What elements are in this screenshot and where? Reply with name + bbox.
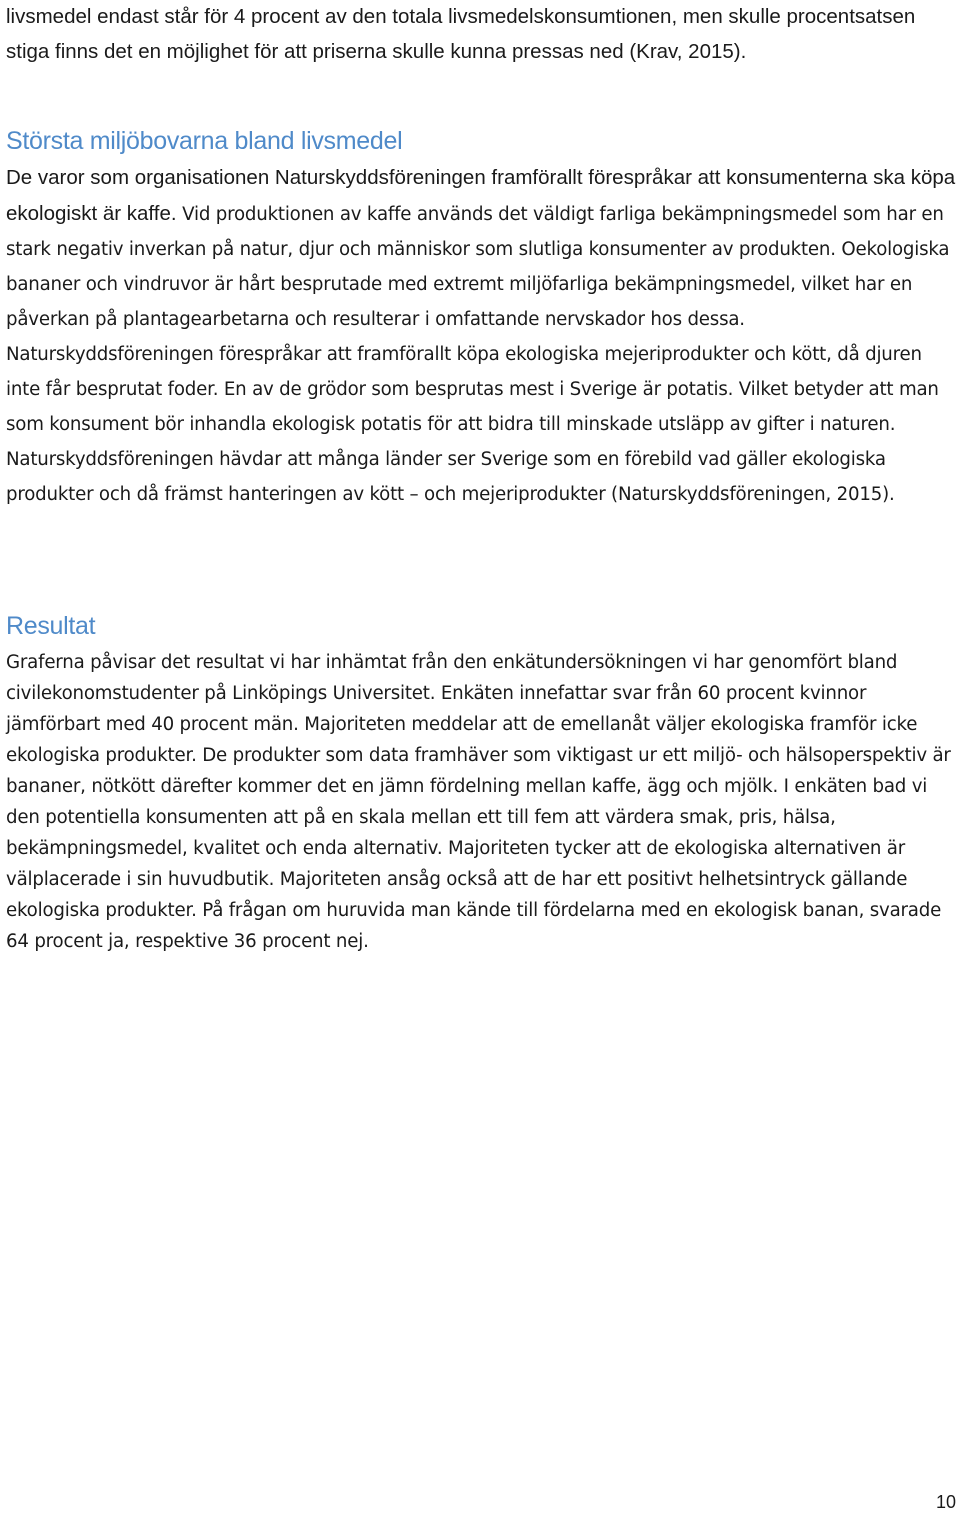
paragraph-body: Vid produktionen av kaffe används det väldigt farliga bekämpningsmedel som har en stark negativ inverkan på natur, djur och människor som slutliga konsumenter av produkten. Oekologiska bananer och vindruvor är hårt besprutade med extremt miljöfarliga bekämpningsmedel, vilket har en påverkan på plantagearbetarna och resulterar i omfattande nervskador hos dessa. Naturskyddsföreningen förespråkar att framförallt köpa ekologiska mejeriprodukter och kött, då djuren inte får besprutat foder. En av de grödor som besprutas mest i Sverige är potatis. Vilket betyder att man som konsument bör inhandla ekologisk potatis för att bidra till minskade utsläpp av gifter i naturen. Naturskyddsföreningen hävdar att många länder ser Sverige som en förebild vad gäller ekologiska produkter och då främst hanteringen av kött – och mejeriprodukter (Naturskyddsföreningen, 2015). [6, 204, 950, 505]
paragraph-resultat: Graferna påvisar det resultat vi har inhämtat från den enkätundersökningen vi har genomfört bland civilekonomstudenter på Linköpings Universitet. Enkäten innefattar svar från 60 procent kvinnor jämförbart med 40 procent män. Majoriteten meddelar att de emellanåt väljer ekologiska framför icke ekologiska produkter. De produkter som data framhäver som viktigast ur ett miljö- och hälsoperspektiv är bananer, nötkött därefter kommer det en jämn fördelning mellan kaffe, ägg och mjölk. I enkäten bad vi den potentiella konsumenten att på en skala mellan ett till fem att värdera smak, pris, hälsa, bekämpningsmedel, kvalitet och enda alternativ. Majoriteten tycker att de ekologiska alternativen är välplacerade i sin huvudbutik. Majoriteten ansåg också att de har ett positivt helhetsintryck gällande ekologiska produkter. På frågan om huruvida man kände till fördelarna med en ekologisk banan, svarade 64 procent ja, respektive 36 procent nej. [6, 652, 951, 952]
intro-paragraph: livsmedel endast står för 4 procent av den totala livsmedelskonsumtionen, men skulle procentsatsen stiga finns det en möjlighet för att priserna skulle kunna pressas ned (Krav, 2015). [6, 5, 916, 63]
section-heading-resultat: Resultat [6, 612, 96, 640]
lead-sentence: De varor som organisationen Naturskyddsföreningen framförallt förespråkar att konsumenterna ska köpa ekologiskt är kaffe. [6, 166, 956, 225]
paragraph-storsta-miljobovarna [6, 160, 956, 512]
section-heading-storsta-miljobovarna: Största miljöbovarna bland livsmedel [6, 127, 403, 155]
page-number: 10 [935, 1492, 956, 1512]
